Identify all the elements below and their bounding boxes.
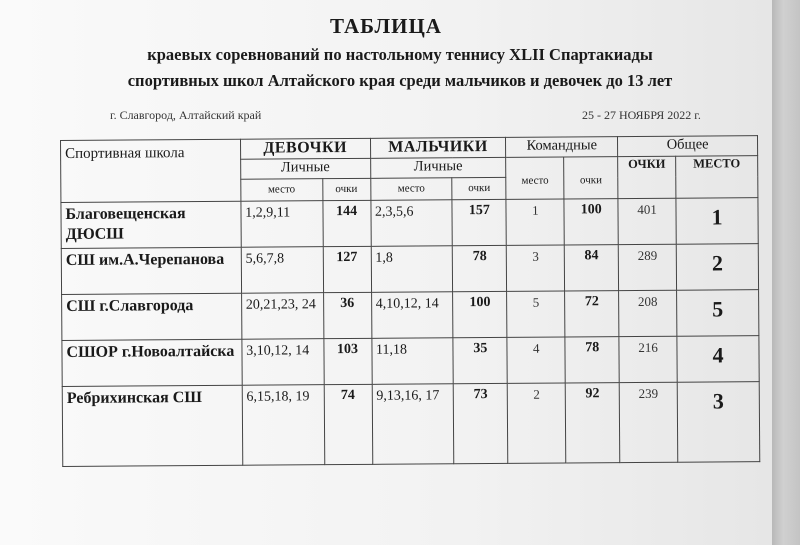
table-row — [62, 290, 759, 341]
boys-places: 1,8 — [371, 246, 453, 293]
document-subtitle-line2: спортивных школ Алтайского края среди мальчиков и девочек до 13 лет — [127, 71, 673, 90]
girls-places: 6,15,18, 19 — [242, 385, 324, 466]
team-points: 84 — [564, 245, 618, 291]
girls-points: 103 — [324, 338, 372, 384]
girls-points: 144 — [323, 200, 371, 246]
boys-points: 73 — [454, 383, 508, 463]
school-name: Благовещенская ДЮСШ — [61, 201, 241, 248]
girls-points: 74 — [324, 384, 372, 464]
header-boys: МАЛЬЧИКИ — [370, 137, 506, 158]
overall-rank: 2 — [676, 244, 758, 291]
boys-points: 100 — [453, 291, 507, 337]
overall-rank: 5 — [677, 290, 759, 337]
girls-places: 1,2,9,11 — [241, 201, 323, 248]
table-row — [62, 382, 760, 467]
total-points: 239 — [619, 382, 677, 462]
header-overall-points: ОЧКИ — [618, 156, 676, 198]
document-subtitle-line1: краевых соревнований по настольному теннису XLII Спартакиады — [147, 45, 653, 64]
girls-places: 3,10,12, 14 — [242, 339, 324, 386]
team-place: 1 — [506, 199, 564, 245]
header-boys-points: очки — [452, 177, 506, 199]
boys-places: 4,10,12, 14 — [371, 292, 453, 339]
header-girls-place: место — [241, 179, 323, 202]
team-place: 3 — [507, 245, 565, 291]
header-team: Командные — [506, 137, 618, 158]
team-points: 72 — [565, 291, 619, 337]
table-row — [61, 244, 758, 295]
school-name: СШ г.Славгорода — [62, 293, 242, 340]
girls-places: 5,6,7,8 — [241, 247, 323, 294]
boys-places: 2,3,5,6 — [370, 200, 452, 247]
school-name: Ребрихинская СШ — [62, 385, 242, 466]
school-name: СШОР г.Новоалтайска — [62, 339, 242, 386]
overall-rank: 3 — [677, 382, 759, 463]
boys-places: 9,13,16, 17 — [372, 384, 454, 465]
document-title: ТАБЛИЦА — [330, 14, 442, 38]
background-edge — [772, 0, 800, 545]
header-boys-place: место — [370, 178, 452, 201]
school-name: СШ им.А.Черепанова — [61, 247, 241, 294]
girls-points: 36 — [323, 292, 371, 338]
team-place: 5 — [507, 291, 565, 337]
table-row — [61, 198, 758, 249]
overall-rank: 4 — [677, 336, 759, 383]
team-points: 92 — [565, 383, 619, 463]
event-dates: 25 - 27 НОЯБРЯ 2022 г. — [582, 108, 701, 122]
team-points: 100 — [564, 199, 618, 245]
header-team-points: очки — [564, 157, 618, 199]
girls-points: 127 — [323, 246, 371, 292]
total-points: 208 — [619, 290, 677, 336]
girls-places: 20,21,23, 24 — [241, 293, 323, 340]
header-boys-personal: Личные — [370, 157, 506, 178]
results-table — [60, 135, 760, 467]
header-girls-points: очки — [322, 178, 370, 200]
header-team-place: место — [506, 157, 564, 199]
table-row — [62, 336, 759, 387]
total-points: 216 — [619, 336, 677, 382]
boys-places: 11,18 — [371, 338, 453, 385]
header-overall-place: МЕСТО — [676, 156, 758, 199]
event-location: г. Славгород, Алтайский край — [110, 108, 262, 122]
total-points: 401 — [618, 198, 676, 244]
header-school: Спортивная школа — [61, 139, 241, 202]
header-girls: ДЕВОЧКИ — [240, 138, 370, 159]
team-place: 4 — [507, 337, 565, 383]
boys-points: 78 — [453, 245, 507, 291]
team-place: 2 — [508, 383, 566, 463]
team-points: 78 — [565, 337, 619, 383]
boys-points: 35 — [453, 337, 507, 383]
header-overall: Общее — [618, 136, 758, 157]
header-girls-personal: Личные — [240, 158, 370, 179]
total-points: 289 — [618, 244, 676, 290]
boys-points: 157 — [452, 199, 506, 245]
overall-rank: 1 — [676, 198, 758, 245]
